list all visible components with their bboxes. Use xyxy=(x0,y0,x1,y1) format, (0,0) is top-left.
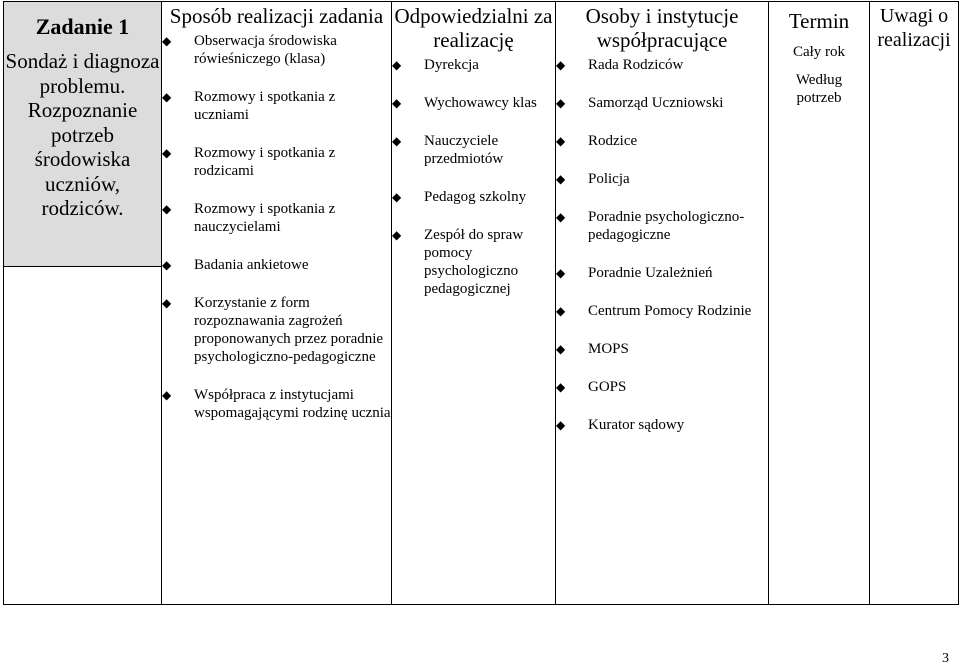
bullet-icon: ◆ xyxy=(162,146,172,160)
list-item: ◆ Rada Rodziców xyxy=(556,57,684,73)
list-item: ◆ Dyrekcja xyxy=(392,57,479,73)
list-item: ◆ Rozmowy i spotkania z nauczycielami xyxy=(162,201,336,235)
list-item: ◆ Poradnie psychologiczno-pedagogiczne xyxy=(556,209,745,243)
deadline-header: Termin xyxy=(788,9,850,33)
bullet-icon: ◆ xyxy=(556,96,566,110)
method-list xyxy=(162,32,391,422)
list-item: ◆ Wychowawcy klas xyxy=(392,95,537,111)
bullet-icon: ◆ xyxy=(556,58,566,72)
bullet-icon: ◆ xyxy=(556,172,566,186)
list-item: ◆ Policja xyxy=(556,171,630,187)
bullet-icon: ◆ xyxy=(556,418,566,432)
plan-table xyxy=(3,1,959,605)
bullet-icon: ◆ xyxy=(556,210,566,224)
list-item: ◆ Centrum Pomocy Rodzinie xyxy=(556,303,752,319)
bullet-icon: ◆ xyxy=(392,134,402,148)
list-item: ◆ Współpraca z instytucjami wspomagającymi rodzinę ucznia xyxy=(162,387,391,421)
method-cell xyxy=(162,2,392,605)
responsible-cell xyxy=(392,2,556,605)
bullet-icon: ◆ xyxy=(556,304,566,318)
list-item: ◆ Pedagog szkolny xyxy=(392,189,527,205)
task-empty-cell xyxy=(4,267,162,605)
bullet-icon: ◆ xyxy=(162,388,172,402)
list-item: ◆ Rodzice xyxy=(556,133,638,149)
list-item: ◆ Samorząd Uczniowski xyxy=(556,95,724,111)
task-cell xyxy=(4,2,162,267)
notes-cell xyxy=(870,2,959,605)
list-item: ◆ MOPS xyxy=(556,341,629,357)
bullet-icon: ◆ xyxy=(556,342,566,356)
bullet-icon: ◆ xyxy=(162,34,172,48)
bullet-icon: ◆ xyxy=(392,190,402,204)
bullet-icon: ◆ xyxy=(556,380,566,394)
list-item: ◆ Rozmowy i spotkania z rodzicami xyxy=(162,145,336,179)
bullet-icon: ◆ xyxy=(162,296,172,310)
list-item: ◆ Badania ankietowe xyxy=(162,257,309,273)
bullet-icon: ◆ xyxy=(556,134,566,148)
list-item: ◆ Rozmowy i spotkania z uczniami xyxy=(162,89,336,123)
partners-list xyxy=(556,56,768,434)
deadline-cell xyxy=(769,2,870,605)
list-item: ◆ Obserwacja środowiska rówieśniczego (klasa) xyxy=(162,33,337,67)
notes-header: Uwagi o realizacji xyxy=(877,5,951,51)
list-item: ◆ Korzystanie z form rozpoznawania zagrożeń proponowanych przez poradnie psychologiczno-pedagogiczne xyxy=(162,295,384,365)
bullet-icon: ◆ xyxy=(392,58,402,72)
partners-cell xyxy=(556,2,769,605)
list-item: ◆ Kurator sądowy xyxy=(556,417,685,433)
partners-header: Osoby i instytucje współpracujące xyxy=(585,4,739,52)
bullet-icon: ◆ xyxy=(392,96,402,110)
list-item: ◆ Nauczyciele przedmiotów xyxy=(392,133,504,167)
bullet-icon: ◆ xyxy=(162,202,172,216)
bullet-icon: ◆ xyxy=(392,228,402,242)
bullet-icon: ◆ xyxy=(162,258,172,272)
deadline-needs: Według potrzeb xyxy=(795,72,843,106)
list-item: ◆ GOPS xyxy=(556,379,627,395)
responsible-list xyxy=(392,56,555,298)
bullet-icon: ◆ xyxy=(162,90,172,104)
bullet-icon: ◆ xyxy=(556,266,566,280)
method-header: Sposób realizacji zadania xyxy=(169,4,384,28)
list-item: ◆ Zespół do spraw pomocy psychologiczno pedagogicznej xyxy=(392,227,524,297)
list-item: ◆ Poradnie Uzależnień xyxy=(556,265,713,281)
deadline-year: Cały rok xyxy=(792,44,846,60)
responsible-header: Odpowiedzialni za realizację xyxy=(394,4,553,52)
task-title: Zadanie 1 xyxy=(35,14,130,39)
page-number: 3 xyxy=(942,651,949,666)
task-description: Sondaż i diagnoza problemu. Rozpoznanie potrzeb środowiska uczniów, rodziców. xyxy=(5,49,160,220)
